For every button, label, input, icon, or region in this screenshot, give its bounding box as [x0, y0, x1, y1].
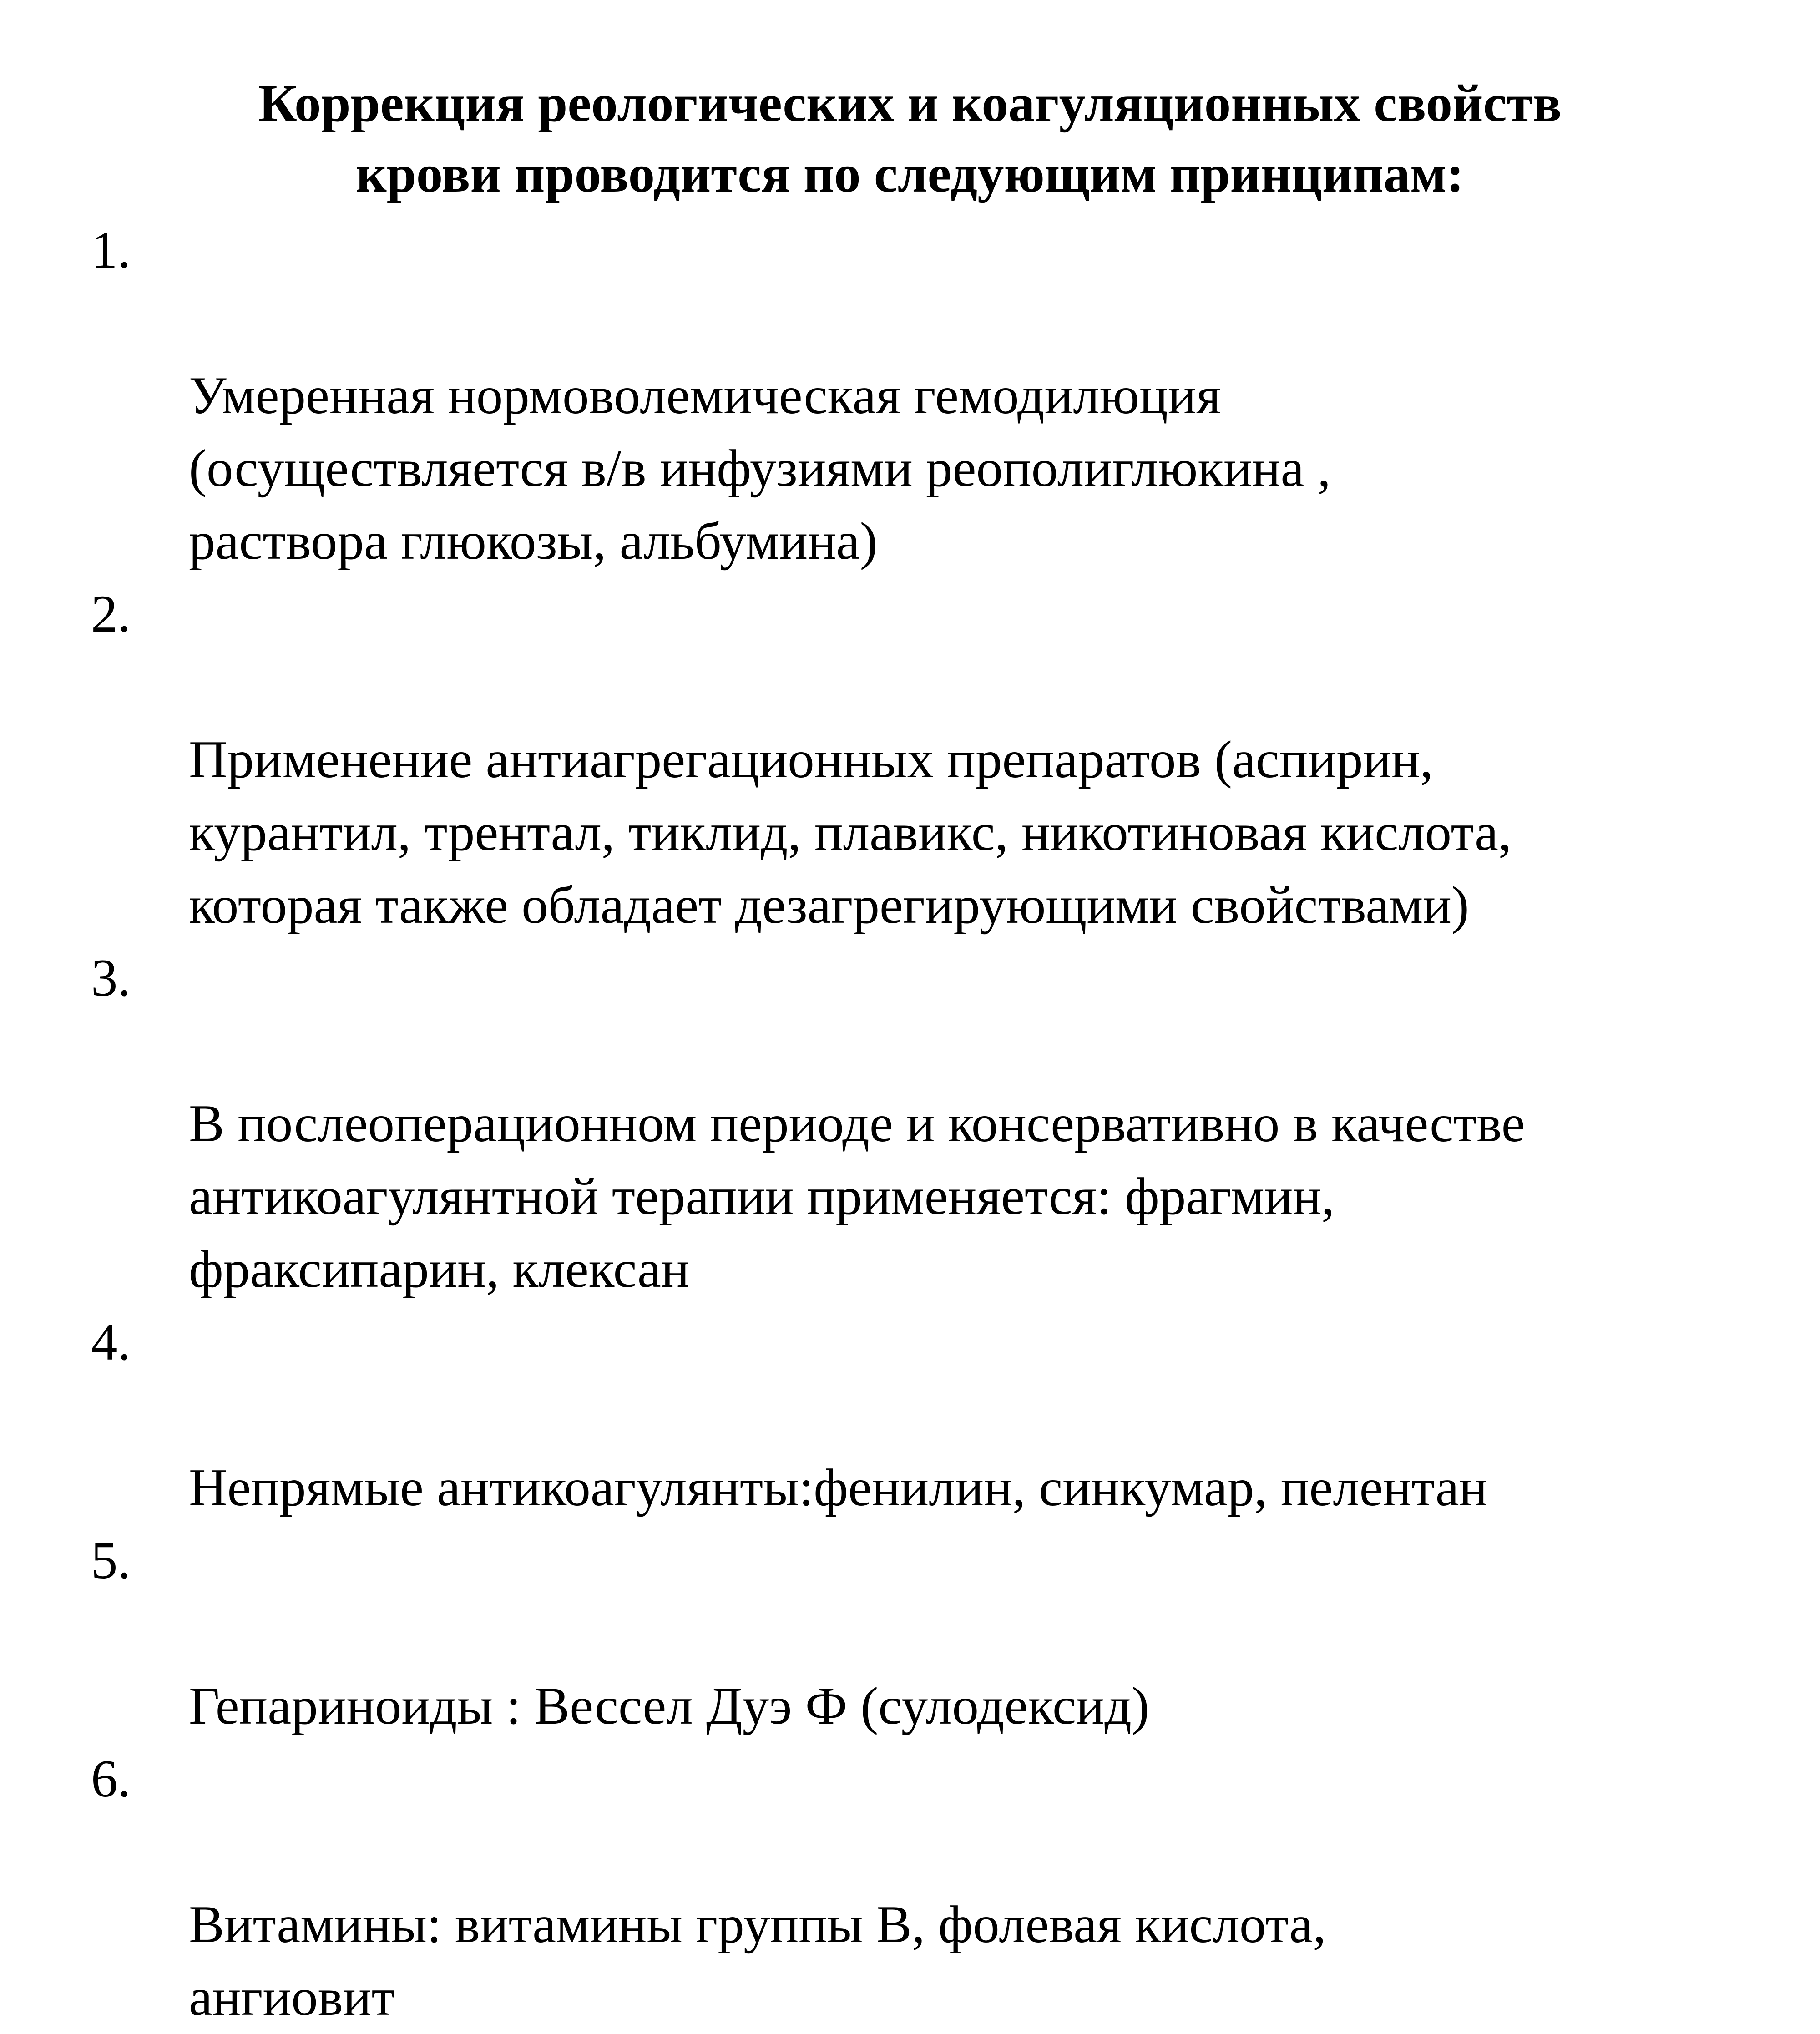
list-item: [91, 214, 1738, 578]
list-item-text: Непрямые антикоагулянты:фенилин, синкумар, пелентан: [189, 1458, 1488, 1517]
list-item-number: 3.: [91, 949, 131, 1007]
list-item-text: Умеренная нормоволемическая гемодилюция (осуществляется в/в инфузиями реополиглюкина , раствора глюкозы, альбумина): [189, 366, 1331, 571]
list-item-number: 4.: [91, 1313, 131, 1371]
list-item-text: В послеоперационном периоде и консервативно в качестве антикоагулянтной терапии применяется: фрагмин, фраксипарин, клексан: [189, 1094, 1525, 1299]
list-item-number: 2.: [91, 585, 131, 643]
list-item-text: Витамины: витамины группы В, фолевая кислота, ангиовит: [189, 1895, 1326, 2027]
list-item-number: 1.: [91, 221, 131, 279]
list-item: [91, 578, 1738, 942]
slide-title: Коррекция реологических и коагуляционных свойств крови проводится по следующим принципам:: [258, 74, 1562, 203]
list-item-text: Применение антиагрегационных препаратов (аспирин, курантил, трентал, тиклид, плавикс, никотиновая кислота, которая также обладает дезагрегирующими свойствами): [189, 730, 1512, 935]
list-item: [91, 1524, 1738, 1743]
principles-list: [91, 214, 1738, 2034]
list-item: [91, 1306, 1738, 1524]
list-item-number: 6.: [91, 1750, 131, 1808]
list-item-number: 5.: [91, 1531, 131, 1590]
list-item-text: Гепариноиды : Вессел Дуэ Ф (сулодексид): [189, 1677, 1150, 1735]
list-item: [91, 1743, 1738, 2034]
list-item: [91, 942, 1738, 1306]
